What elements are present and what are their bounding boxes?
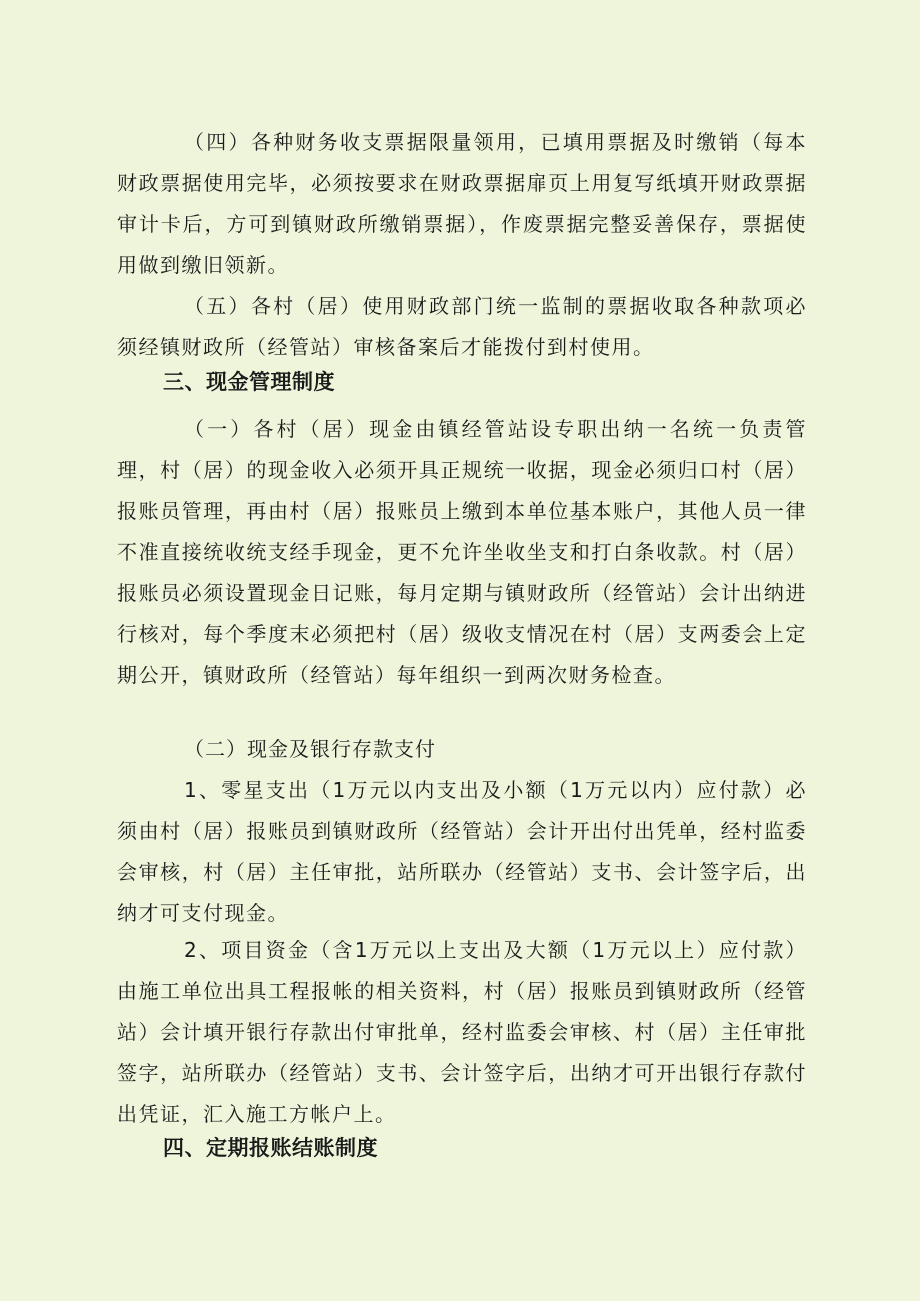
- paragraph-5-unified-receipts: （五）各村（居）使用财政部门统一监制的票据收取各种款项必须经镇财政所（经管站）审核备案后才能拨付到村使用。: [117, 294, 807, 359]
- section-heading-periodic-reporting: 四、定期报账结账制度: [163, 1136, 378, 1160]
- subheading-cash-bank-payment: （二）现金及银行存款支付: [184, 737, 436, 761]
- paragraph-4-receipts-limit: （四）各种财务收支票据限量领用，已填用票据及时缴销（每本财政票据使用完毕，必须按要求在财政票据扉页上用复写纸填开财政票据审计卡后，方可到镇财政所缴销票据），作废票据完整妥善保存，票据使用做到缴旧领新。: [117, 130, 807, 277]
- list-item-1-petty-expense: 1、零星支出（1万元以内支出及小额（1万元以内）应付款）必须由村（居）报账员到镇财政所（经管站）会计开出付出凭单，经村监委会审核，村（居）主任审批，站所联办（经管站）支书、会计签字后，出纳才可支付现金。: [117, 778, 807, 925]
- section-heading-cash-management: 三、现金管理制度: [163, 370, 335, 394]
- list-item-2-project-funds: 2、项目资金（含1万元以上支出及大额（1万元以上）应付款）由施工单位出具工程报帐的相关资料，村（居）报账员到镇财政所（经管站）会计填开银行存款出付审批单，经村监委会审核、村（居）主任审批签字，站所联办（经管站）支书、会计签字后，出纳才可开出银行存款付出凭证，汇入施工方帐户上。: [117, 938, 807, 1126]
- paragraph-cash-1: （一）各村（居）现金由镇经管站设专职出纳一名统一负责管理，村（居）的现金收入必须开具正规统一收据，现金必须归口村（居）报账员管理，再由村（居）报账员上缴到本单位基本账户，其他人员一律不准直接统收统支经手现金，更不允许坐收坐支和打白条收款。村（居）报账员必须设置现金日记账，每月定期与镇财政所（经管站）会计出纳进行核对，每个季度末必须把村（居）级收支情况在村（居）支两委会上定期公开，镇财政所（经管站）每年组织一到两次财务检查。: [117, 417, 807, 687]
